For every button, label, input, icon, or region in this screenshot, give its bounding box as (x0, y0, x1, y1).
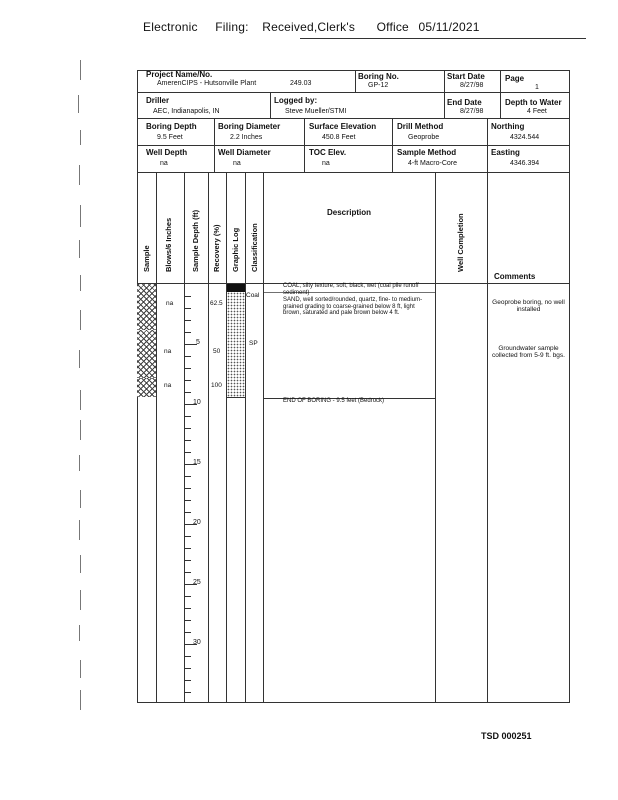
easting-label: Easting (491, 148, 520, 157)
toc-elev-label: TOC Elev. (309, 148, 347, 157)
stamp-office: Office (376, 20, 409, 34)
stamp-date: 05/11/2021 (418, 20, 480, 34)
toc-elev-value: na (322, 160, 330, 167)
driller-value: AEC, Indianapolis, IN (153, 108, 220, 115)
easting-value: 4346.394 (510, 160, 540, 167)
boring-depth-label: Boring Depth (146, 122, 197, 131)
recovery-2: 50 (213, 348, 221, 355)
logged-by-value: Steve Mueller/STMI (285, 108, 347, 115)
page-value: 1 (535, 84, 539, 91)
end-date-value: 8/27/98 (460, 108, 484, 115)
drill-method-label: Drill Method (397, 122, 444, 131)
stamp-filing: Filing: (215, 20, 249, 34)
driller-label: Driller (146, 96, 170, 105)
boring-no-value: GP-12 (368, 82, 389, 89)
well-depth-value: na (160, 160, 168, 167)
northing-label: Northing (491, 122, 525, 131)
class-coal: Coal (246, 292, 260, 299)
col-blows: Blows/6 Inches (164, 217, 173, 272)
footer-id: TSD 000251 (481, 731, 532, 741)
page-label: Page (505, 74, 525, 83)
comment-2: Groundwater sample collected from 5-9 ft. bgs. (492, 345, 565, 360)
col-well-completion: Well Completion (456, 213, 465, 272)
depth-15: 15 (193, 459, 201, 466)
sample-hatch-3 (137, 378, 156, 397)
surface-elevation-value: 450.8 Feet (322, 134, 356, 141)
col-graphic-log: Graphic Log (231, 227, 240, 272)
col-sample-depth: Sample Depth (ft) (191, 209, 200, 272)
blows-3: na (164, 382, 172, 389)
desc-end: END OF BORING - 9.5 feet (Bedrock) (283, 398, 385, 404)
depth-to-water-value: 4 Feet (527, 108, 547, 115)
sample-hatch-1 (137, 284, 156, 330)
recovery-3: 100 (211, 382, 222, 389)
northing-value: 4324.544 (510, 134, 540, 141)
log-form (137, 70, 570, 703)
well-diameter-value: na (233, 160, 241, 167)
stamp-received: Received,Clerk's (262, 20, 356, 34)
sample-method-label: Sample Method (397, 148, 457, 157)
col-recovery: Recovery (%) (212, 224, 221, 272)
col-sample: Sample (142, 245, 151, 272)
project-value: AmerenCIPS - Hutsonville Plant (157, 80, 257, 87)
col-comments: Comments (494, 272, 536, 281)
graphic-log-sand (227, 292, 245, 398)
desc-coal: COAL, silty texture, soft, black, wet (coal pile runoff sediment) (283, 283, 419, 296)
recovery-1: 62.5 (210, 300, 223, 307)
boring-depth-value: 9.5 Feet (157, 134, 183, 141)
drill-method-value: Geoprobe (408, 134, 440, 141)
sample-hatch-2 (137, 330, 156, 378)
boring-diameter-value: 2.2 Inches (230, 134, 263, 141)
boring-diameter-label: Boring Diameter (218, 122, 281, 131)
well-diameter-label: Well Diameter (218, 148, 271, 157)
class-sp: SP (249, 340, 258, 347)
depth-5: 5 (196, 339, 200, 346)
surface-elevation-label: Surface Elevation (309, 122, 377, 131)
col-classification: Classification (250, 223, 259, 272)
end-date-label: End Date (447, 98, 482, 107)
boring-no-label: Boring No. (358, 72, 399, 81)
comment-1: Geoprobe boring, no well installed (492, 299, 565, 314)
col-description: Description (327, 208, 372, 217)
logged-by-label: Logged by: (274, 96, 318, 105)
depth-to-water-label: Depth to Water (505, 98, 562, 107)
sample-method-value: 4-ft Macro-Core (408, 160, 458, 167)
stamp-electronic: Electronic (143, 20, 198, 34)
blows-1: na (166, 300, 174, 307)
depth-30: 30 (193, 639, 201, 646)
graphic-log-coal (227, 284, 245, 292)
blows-2: na (164, 348, 172, 355)
depth-20: 20 (193, 519, 201, 526)
well-depth-label: Well Depth (146, 148, 188, 157)
start-date-value: 8/27/98 (460, 82, 484, 89)
project-number: 249.03 (290, 80, 312, 87)
filing-stamp (143, 20, 480, 34)
stamp-underline (300, 38, 586, 39)
start-date-label: Start Date (447, 72, 485, 81)
depth-25: 25 (193, 579, 201, 586)
project-label: Project Name/No. (146, 70, 213, 79)
desc-sand: SAND, well sorted/rounded, quartz, fine- to medium-grained grading to coarse-grained below 8 ft, light brown, saturated and pale brown below 4 ft. (283, 297, 423, 317)
depth-10: 10 (193, 399, 201, 406)
